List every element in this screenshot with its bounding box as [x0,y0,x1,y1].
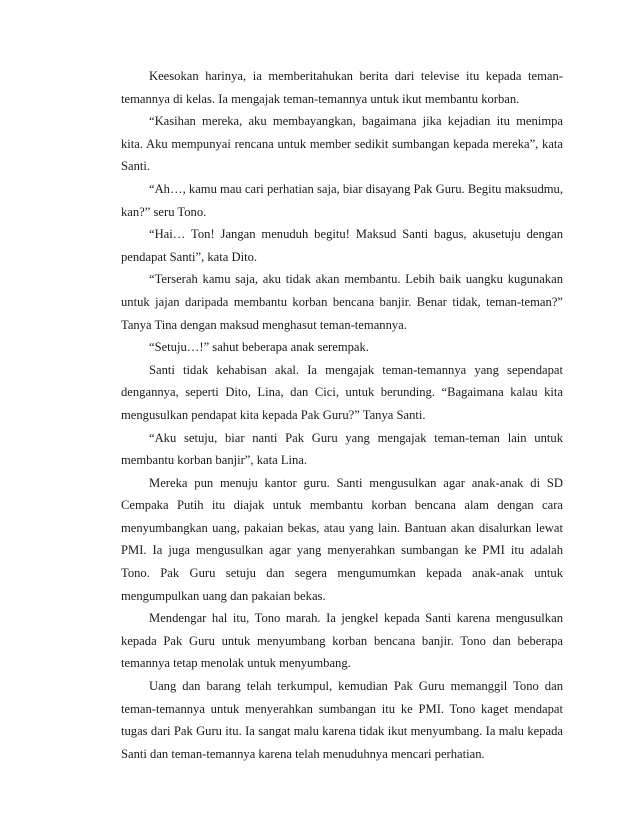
paragraph: Uang dan barang telah terkumpul, kemudian Pak Guru memanggil Tono dan teman-temannya untuk menyerahkan sumbangan itu ke PMI. Tono kaget mendapat tugas dari Pak Guru itu. Ia sangat malu karena tidak ikut menyumbang. Ia malu kepada Santi dan teman-temannya karena telah menuduhnya mencari perhatian. [121,679,563,761]
paragraph: “Terserah kamu saja, aku tidak akan membantu. Lebih baik uangku kugunakan untuk jajan daripada membantu korban bencana banjir. Benar tidak, teman-teman?” Tanya Tina dengan maksud menghasut teman-temannya. [121,272,563,332]
paragraph: “Aku setuju, biar nanti Pak Guru yang mengajak teman-teman lain untuk membantu korban banjir”, kata Lina. [121,430,563,468]
paragraph: “Setuju…!” sahut beberapa anak serempak. [149,340,369,355]
story-text [121,65,563,765]
paragraph: “Kasihan mereka, aku membayangkan, bagaimana jika kejadian itu menimpa kita. Aku mempunyai rencana untuk member sedikit sumbangan kepada mereka”, kata Santi. [121,114,563,174]
paragraph: “Hai… Ton! Jangan menuduh begitu! Maksud Santi bagus, akusetuju dengan pendapat Santi”, kata Dito. [121,227,563,264]
paragraph: “Ah…, kamu mau cari perhatian saja, biar disayang Pak Guru. Begitu maksudmu, kan?” seru Tono. [121,181,563,219]
paragraph: Mereka pun menuju kantor guru. Santi mengusulkan agar anak-anak di SD Cempaka Putih itu diajak untuk membantu korban bencana alam dengan cara menyumbangkan uang, pakaian bekas, atau yang lain. Bantuan akan disalurkan lewat PMI. Ia juga mengusulkan agar yang menyerahkan sumbangan ke PMI itu adalah Tono. Pak Guru setuju dan segera mengumumkan kepada anak-anak untuk mengumpulkan uang dan pakaian bekas. [121,475,563,603]
paragraph: Mendengar hal itu, Tono marah. Ia jengkel kepada Santi karena mengusulkan kepada Pak Guru untuk menyumbang korban bencana banjir. Tono dan beberapa temannya tetap menolak untuk menyumbang. [121,611,563,671]
paragraph: Santi tidak kehabisan akal. Ia mengajak teman-temannya yang sependapat dengannya, seperti Dito, Lina, dan Cici, untuk berunding. “Bagaimana kalau kita mengusulkan pendapat kita kepada Pak Guru?” Tanya Santi. [121,362,563,422]
paragraph: Keesokan harinya, ia memberitahukan berita dari televise itu kepada teman-temannya di kelas. Ia mengajak teman-temannya untuk ikut membantu korban. [121,69,563,106]
